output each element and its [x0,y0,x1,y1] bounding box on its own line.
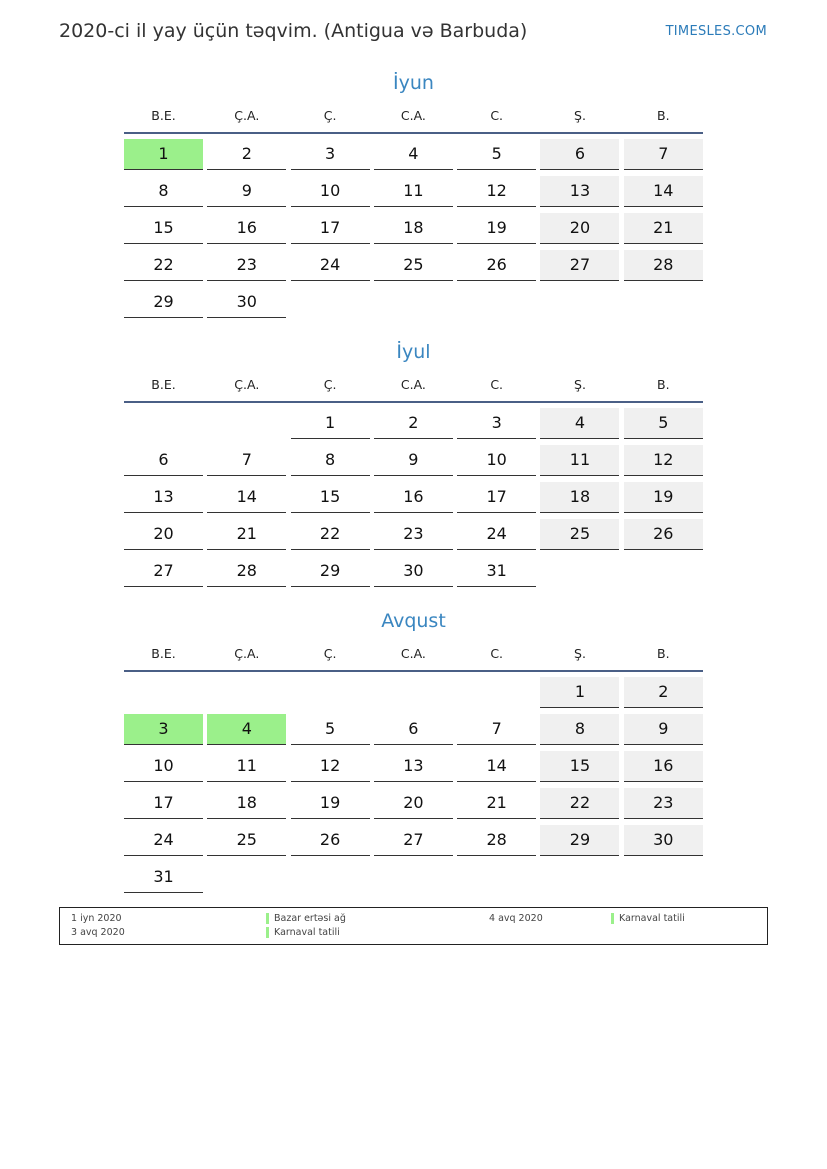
holiday-legend [59,907,768,945]
day-cell: 29 [124,287,203,318]
day-cell: 29 [540,825,619,856]
weekday-label: B.E. [151,107,176,123]
day-cell: 31 [457,556,536,587]
day-cell: 26 [291,825,370,856]
day-cell: 28 [624,250,703,281]
day-cell: 11 [207,751,286,782]
day-cell: 30 [207,287,286,318]
weekday-header [124,98,703,132]
legend-row [60,927,767,940]
weekday-label: Ç. [323,107,337,123]
day-cell: 8 [124,176,203,207]
day-cell: 11 [374,176,453,207]
month-june [124,68,703,324]
weekday-label: C.A. [400,645,426,661]
page-title: 2020-ci il yay üçün təqvim. (Antigua və Barbuda) [59,20,528,42]
header-divider [124,132,703,134]
empty-cell [124,677,203,708]
day-cell: 27 [124,556,203,587]
day-cell: 8 [291,445,370,476]
header-divider [124,670,703,672]
weekday-label: Ç.A. [234,376,260,392]
day-cell: 12 [624,445,703,476]
day-cell: 7 [457,714,536,745]
day-cell: 5 [457,139,536,170]
day-cell: 9 [207,176,286,207]
day-cell: 30 [624,825,703,856]
day-cell: 16 [207,213,286,244]
day-cell: 10 [291,176,370,207]
day-grid [124,139,703,324]
day-cell: 25 [374,250,453,281]
legend-date: 3 avq 2020 [71,927,125,938]
day-cell: 12 [291,751,370,782]
day-cell: 19 [457,213,536,244]
day-cell: 23 [207,250,286,281]
month-title: İyun [393,72,434,94]
day-cell: 3 [124,714,203,745]
weekday-label: Ç. [323,645,337,661]
day-cell: 29 [291,556,370,587]
day-cell: 1 [291,408,370,439]
day-cell: 19 [291,788,370,819]
day-cell: 17 [124,788,203,819]
weekday-label: C. [490,376,504,392]
month-title: İyul [396,341,431,363]
day-cell: 5 [291,714,370,745]
day-cell: 26 [624,519,703,550]
day-cell: 7 [624,139,703,170]
day-cell: 18 [374,213,453,244]
weekday-header [124,636,703,670]
day-cell: 24 [291,250,370,281]
day-cell: 12 [457,176,536,207]
day-cell: 10 [124,751,203,782]
day-cell: 1 [540,677,619,708]
day-cell: 9 [624,714,703,745]
day-cell: 10 [457,445,536,476]
day-cell: 27 [374,825,453,856]
day-cell: 23 [624,788,703,819]
day-grid [124,677,703,899]
weekday-label: B.E. [151,376,176,392]
day-cell: 14 [624,176,703,207]
day-cell: 18 [207,788,286,819]
day-cell: 21 [457,788,536,819]
day-cell: 6 [374,714,453,745]
legend-date: 4 avq 2020 [489,913,543,924]
day-cell: 28 [457,825,536,856]
day-cell: 15 [540,751,619,782]
day-cell: 21 [624,213,703,244]
empty-cell [207,677,286,708]
day-cell: 13 [124,482,203,513]
day-cell: 15 [291,482,370,513]
weekday-label: C.A. [400,376,426,392]
day-cell: 31 [124,862,203,893]
day-cell: 25 [540,519,619,550]
day-cell: 2 [624,677,703,708]
day-cell: 26 [457,250,536,281]
weekday-label: B.E. [151,645,176,661]
day-cell: 28 [207,556,286,587]
day-cell: 14 [207,482,286,513]
day-cell: 8 [540,714,619,745]
weekday-label: B. [657,645,670,661]
day-grid [124,408,703,593]
day-cell: 3 [457,408,536,439]
weekday-label: Ş. [574,645,586,661]
weekday-label: Ç.A. [234,645,260,661]
day-cell: 1 [124,139,203,170]
weekday-label: C.A. [400,107,426,123]
day-cell: 4 [540,408,619,439]
day-cell: 27 [540,250,619,281]
day-cell: 9 [374,445,453,476]
month-title: Avqust [381,610,446,632]
legend-holiday-name: Bazar ertəsi ağ [266,913,346,924]
empty-cell [374,677,453,708]
weekday-label: B. [657,376,670,392]
day-cell: 20 [540,213,619,244]
weekday-header [124,367,703,401]
day-cell: 22 [291,519,370,550]
month-august [124,606,703,899]
day-cell: 17 [291,213,370,244]
day-cell: 2 [207,139,286,170]
day-cell: 20 [374,788,453,819]
day-cell: 24 [124,825,203,856]
day-cell: 6 [540,139,619,170]
day-cell: 30 [374,556,453,587]
day-cell: 14 [457,751,536,782]
day-cell: 16 [374,482,453,513]
day-cell: 22 [540,788,619,819]
day-cell: 5 [624,408,703,439]
day-cell: 2 [374,408,453,439]
day-cell: 13 [374,751,453,782]
day-cell: 6 [124,445,203,476]
weekday-label: C. [490,645,504,661]
day-cell: 19 [624,482,703,513]
day-cell: 4 [374,139,453,170]
day-cell: 24 [457,519,536,550]
day-cell: 7 [207,445,286,476]
day-cell: 11 [540,445,619,476]
legend-row [60,913,767,926]
day-cell: 13 [540,176,619,207]
empty-cell [207,408,286,439]
day-cell: 17 [457,482,536,513]
weekday-label: Ş. [574,107,586,123]
day-cell: 21 [207,519,286,550]
empty-cell [124,408,203,439]
day-cell: 15 [124,213,203,244]
day-cell: 18 [540,482,619,513]
weekday-label: C. [490,107,504,123]
header-divider [124,401,703,403]
day-cell: 20 [124,519,203,550]
empty-cell [291,677,370,708]
day-cell: 23 [374,519,453,550]
weekday-label: Ç. [323,376,337,392]
empty-cell [457,677,536,708]
month-july [124,337,703,593]
weekday-label: Ş. [574,376,586,392]
day-cell: 4 [207,714,286,745]
day-cell: 22 [124,250,203,281]
weekday-label: Ç.A. [234,107,260,123]
legend-holiday-name: Karnaval tatili [611,913,685,924]
day-cell: 25 [207,825,286,856]
day-cell: 16 [624,751,703,782]
legend-holiday-name: Karnaval tatili [266,927,340,938]
weekday-label: B. [657,107,670,123]
day-cell: 3 [291,139,370,170]
legend-date: 1 iyn 2020 [71,913,122,924]
site-link[interactable]: TIMESLES.COM [665,24,767,39]
